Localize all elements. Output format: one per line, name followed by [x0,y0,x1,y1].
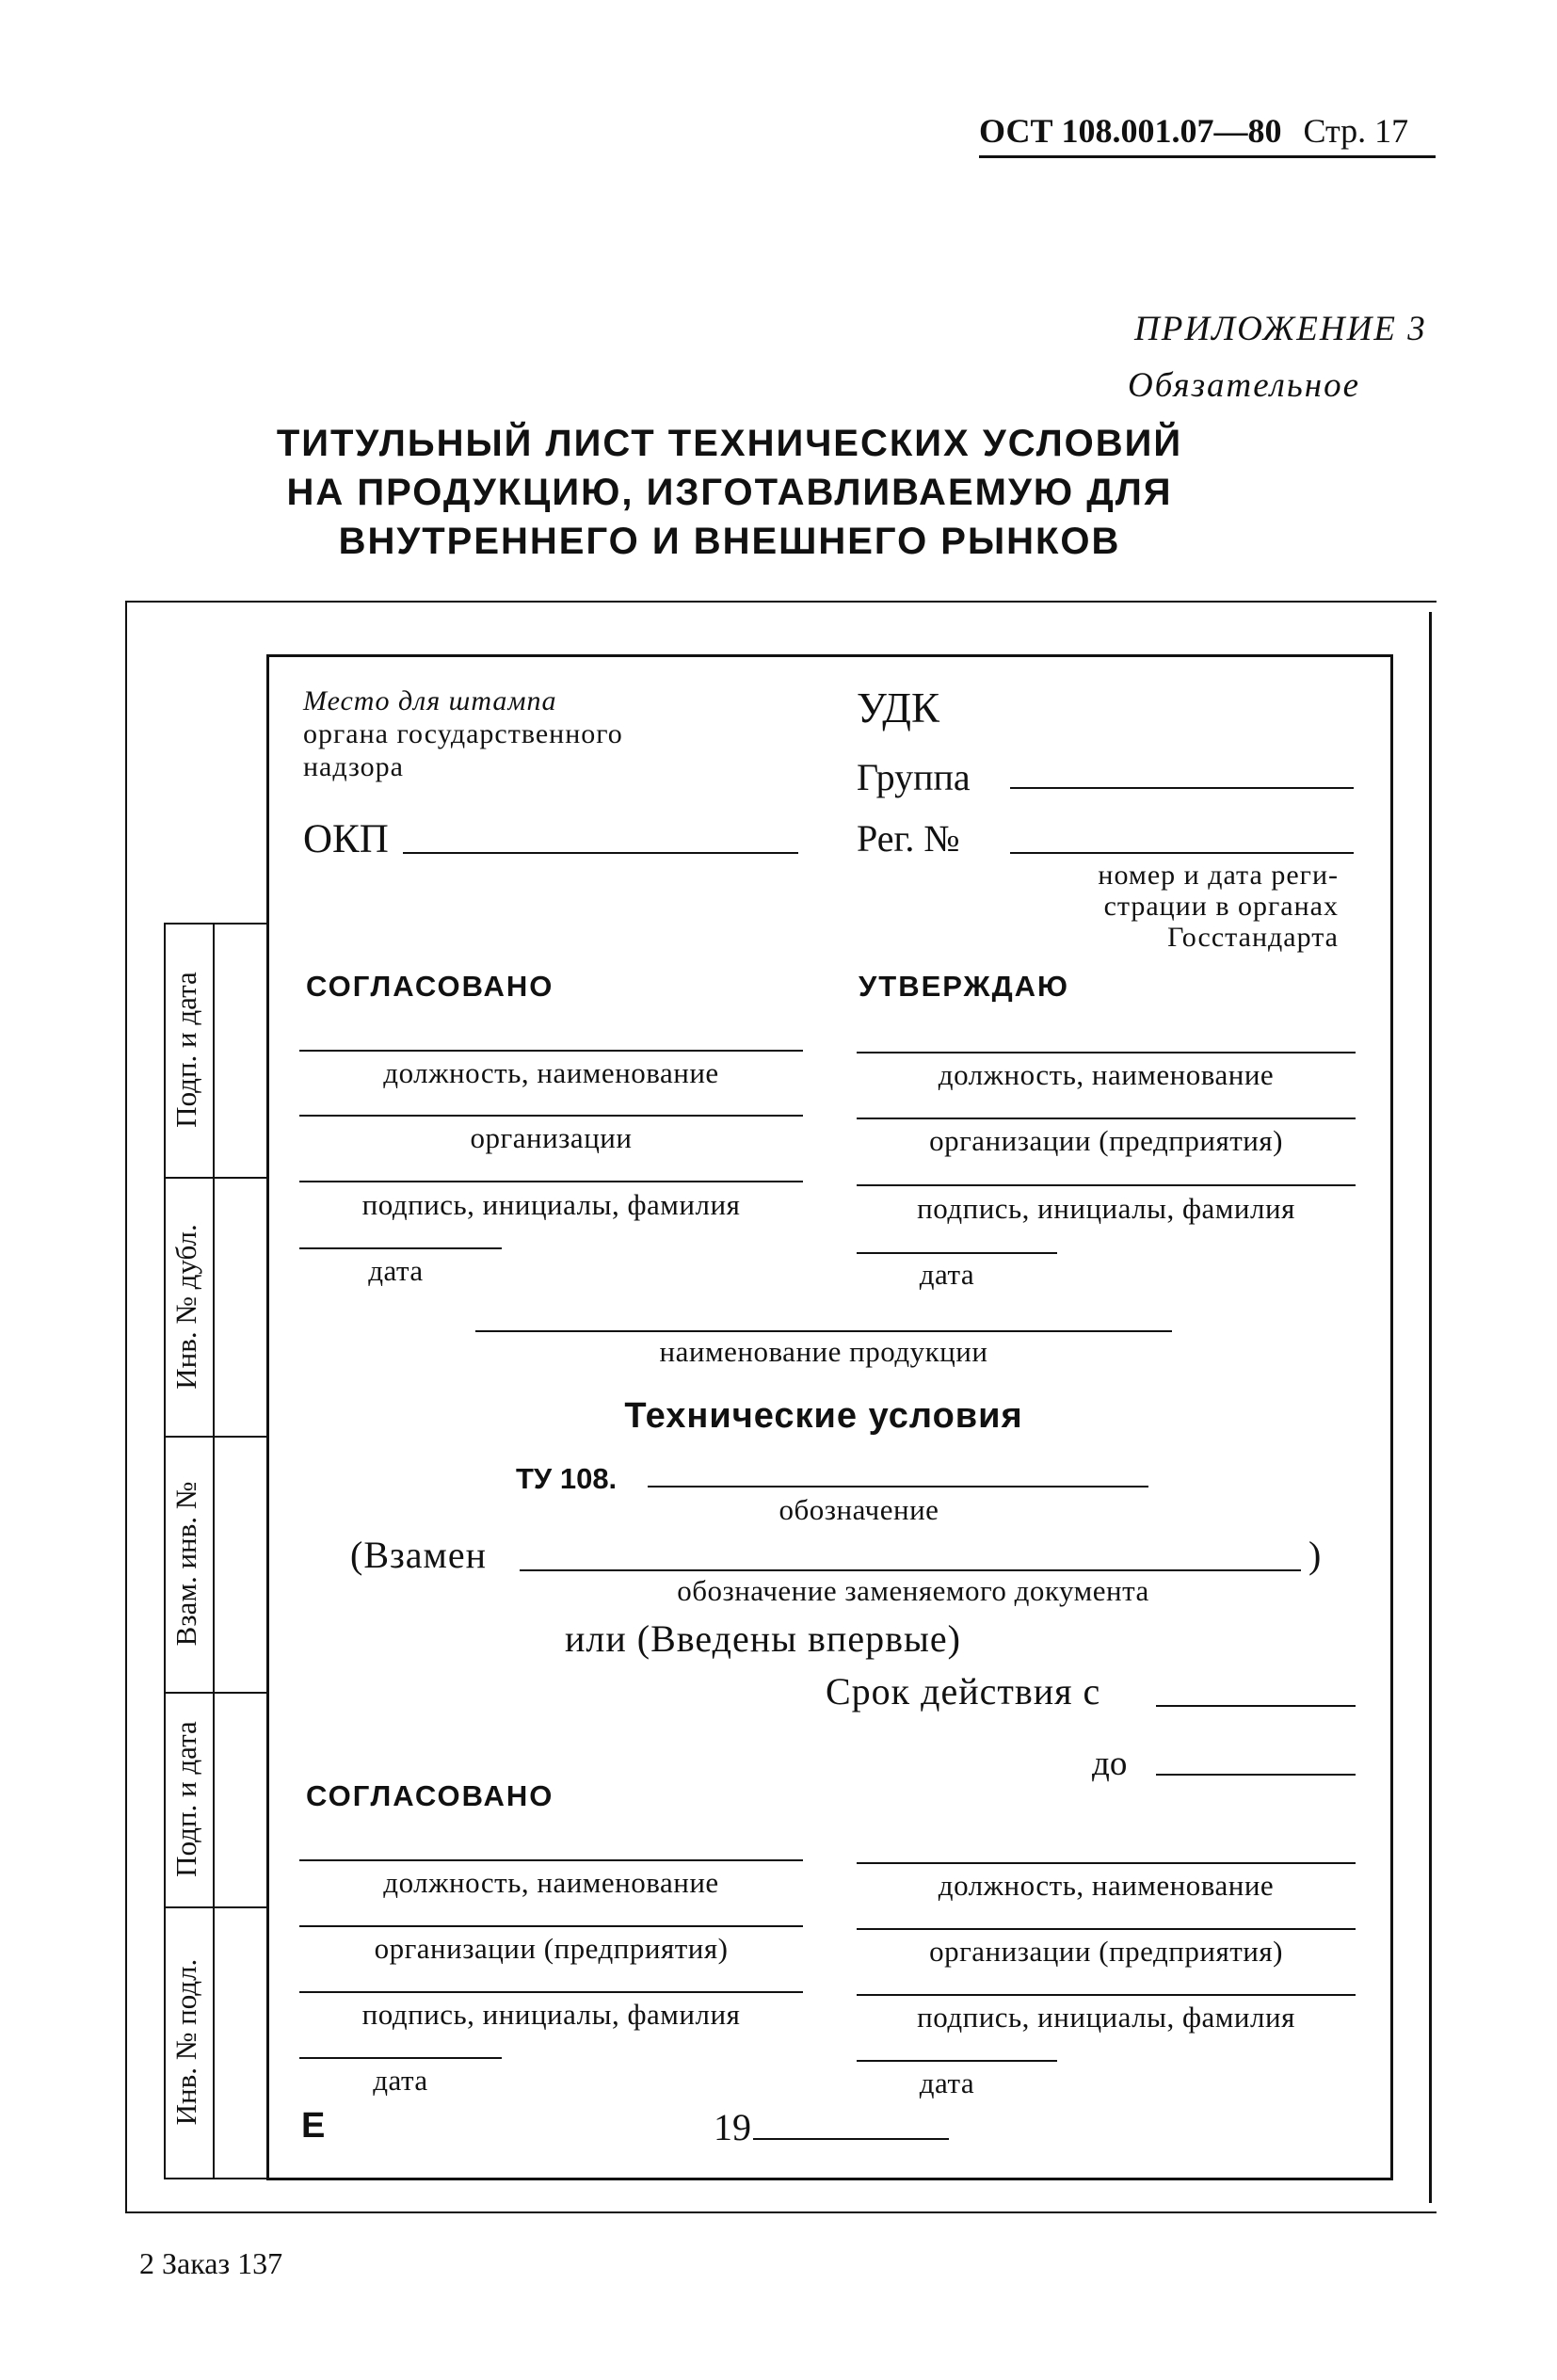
group-label: Группа [857,756,971,798]
bottom-right-line-position [857,1862,1356,1864]
valid-to-field [1156,1774,1356,1776]
reg-note [1000,860,1339,953]
order-number: 2 Заказ 137 [139,2246,283,2280]
agreed-heading-bottom: СОГЛАСОВАНО [306,1779,554,1812]
agreed-line-date [299,1247,502,1249]
side-cell-sign-date-1: Подп. и дата [169,972,202,1128]
side-cell-dup-inv: Инв. № дубл. [169,1224,202,1390]
reg-note-line-1: номер и дата реги- [1098,860,1339,891]
valid-from-field [1156,1705,1356,1707]
reg-field [1010,852,1354,854]
outer-frame-top [125,601,1437,603]
side-strip-top [164,923,267,925]
valid-to-label: до [1092,1745,1128,1783]
reg-note-line-2: страции в органах [1103,891,1339,922]
stamp-line-2: органа государственного [303,718,623,749]
outer-frame-bottom [125,2211,1437,2213]
stamp-line-1: Место для штампа [303,685,557,716]
approve-line-org [857,1118,1356,1119]
tu-designation-caption: обозначение [778,1493,939,1526]
udk-label: УДК [857,684,940,732]
bottom-right-caption-sign: подпись, инициалы, фамилия [917,2001,1295,2034]
year-field [753,2138,949,2140]
side-cell-replace-inv: Взам. инв. № [169,1481,202,1647]
replace-close: ) [1308,1534,1322,1576]
bottom-left-caption-org: организации (предприятия) [374,1932,729,1965]
title-line-2: НА ПРОДУКЦИЮ, ИЗГОТАВЛИВАЕМУЮ ДЛЯ [286,472,1173,513]
agreed-line-position [299,1050,803,1052]
side-strip-sep-3 [164,1692,267,1694]
side-strip-bottom [164,2178,267,2179]
agreed-caption-position: должность, наименование [383,1056,719,1089]
replace-line [520,1569,1301,1571]
page-header [979,111,1408,151]
tu-designation-line [648,1486,1148,1488]
document-title [188,419,1271,566]
approve-caption-position: должность, наименование [938,1058,1275,1091]
replace-open: (Взамен [350,1534,488,1576]
appendix-label: ПРИЛОЖЕНИЕ 3 [1134,310,1427,348]
side-strip-sep-4 [164,1906,267,1908]
title-line-3: ВНУТРЕННЕГО И ВНЕШНЕГО РЫНКОВ [338,521,1121,562]
header-rule [979,155,1436,158]
bottom-left-caption-date: дата [373,2064,428,2097]
bottom-left-caption-sign: подпись, инициалы, фамилия [361,1998,741,2031]
valid-from-label: Срок действия с [826,1670,1101,1713]
bottom-right-caption-org: организации (предприятия) [929,1935,1283,1968]
approve-caption-sign: подпись, инициалы, фамилия [917,1192,1295,1225]
doc-type: Технические условия [624,1396,1023,1436]
form-frame-left [266,654,269,2179]
agreed-caption-org: организации [470,1121,633,1154]
okp-label: ОКП [303,817,389,861]
reg-note-line-3: Госстандарта [1167,922,1339,953]
side-strip-left [164,923,166,2179]
outer-frame-right [1429,612,1432,2203]
tu-prefix: ТУ 108. [516,1462,618,1495]
approve-line-position [857,1052,1356,1053]
bottom-right-caption-position: должность, наименование [938,1869,1275,1902]
side-strip-sep-2 [164,1436,267,1438]
replace-caption: обозначение заменяемого документа [677,1574,1149,1607]
outer-frame-left [125,601,127,2213]
form-frame-bottom [266,2178,1393,2180]
bottom-left-line-position [299,1859,803,1861]
bottom-left-line-sign [299,1991,803,1993]
agreed-line-sign [299,1181,803,1182]
agreed-heading-top: СОГЛАСОВАНО [306,970,554,1003]
bottom-right-line-org [857,1928,1356,1930]
product-name-caption: наименование продукции [659,1335,988,1368]
approve-caption-date: дата [919,1258,975,1291]
okp-field [403,852,798,854]
side-strip-sep-1 [164,1177,267,1179]
bottom-right-line-date [857,2060,1057,2062]
appendix-status: Обязательное [1128,366,1361,405]
page-number: Стр. 17 [1303,112,1409,150]
side-cell-sign-date-2: Подп. и дата [169,1721,202,1877]
year-label: 19 [714,2106,751,2148]
side-strip-divider [213,923,215,2179]
bottom-left-line-org [299,1925,803,1927]
letter-code: Е [301,2106,326,2146]
product-name-line [475,1330,1172,1332]
stamp-place [303,684,623,783]
introduced-note: или (Введены впервые) [565,1617,961,1660]
group-field [1010,787,1354,789]
approve-caption-org: организации (предприятия) [929,1124,1283,1157]
bottom-right-caption-date: дата [919,2066,975,2099]
reg-label: Рег. № [857,817,960,860]
title-line-1: ТИТУЛЬНЫЙ ЛИСТ ТЕХНИЧЕСКИХ УСЛОВИЙ [276,423,1183,464]
form-frame-top [266,654,1393,657]
agreed-caption-date: дата [368,1254,424,1287]
stamp-line-3: надзора [303,751,404,782]
approve-line-sign [857,1184,1356,1186]
bottom-left-caption-position: должность, наименование [383,1866,719,1899]
bottom-right-line-sign [857,1994,1356,1996]
approve-heading: УТВЕРЖДАЮ [859,970,1070,1003]
side-cell-orig-inv: Инв. № подл. [169,1958,202,2126]
standard-number: ОСТ 108.001.07—80 [979,112,1282,150]
agreed-caption-sign: подпись, инициалы, фамилия [361,1188,741,1221]
form-frame-right [1390,654,1393,2179]
approve-line-date [857,1252,1057,1254]
agreed-line-org [299,1115,803,1117]
bottom-left-line-date [299,2057,502,2059]
